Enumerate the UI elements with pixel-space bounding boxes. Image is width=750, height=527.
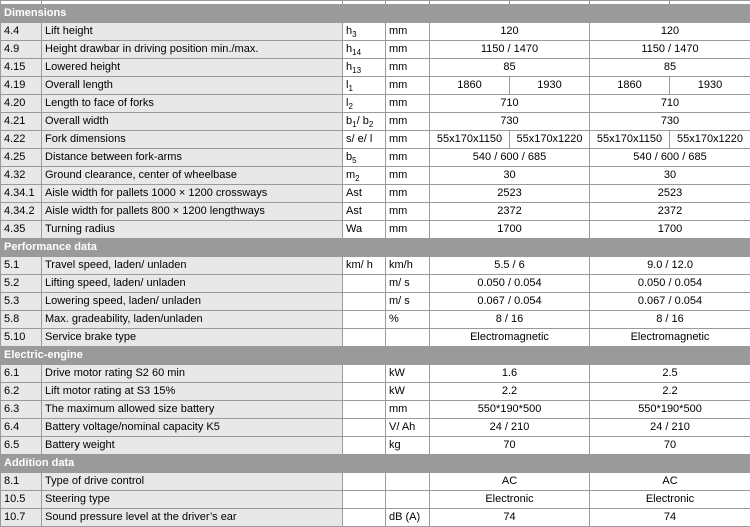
table-row (1, 113, 750, 131)
value-model-1: 70 (430, 437, 590, 455)
value-model-1: 540 / 600 / 685 (430, 149, 590, 167)
row-label: Drive motor rating S2 60 min (42, 365, 343, 383)
row-unit: mm (386, 113, 430, 131)
row-symbol (343, 23, 386, 41)
value-model-2: 8 / 16 (590, 311, 750, 329)
value-model-1: 2523 (430, 185, 590, 203)
section-header-dimensions (1, 5, 750, 23)
table-row (1, 509, 750, 527)
table-row (1, 365, 750, 383)
value-model-2: 710 (590, 95, 750, 113)
row-symbol (343, 365, 386, 383)
symbol-text: / b (356, 115, 369, 127)
row-symbol (343, 473, 386, 491)
row-unit: m/ s (386, 275, 430, 293)
value-model-1-b: 1930 (510, 77, 590, 95)
table-row (1, 401, 750, 419)
row-number: 6.1 (1, 365, 42, 383)
symbol-text: h (346, 61, 353, 73)
value-model-1: 0.050 / 0.054 (430, 275, 590, 293)
symbol-subscript: 3 (352, 30, 357, 40)
row-unit: mm (386, 401, 430, 419)
row-symbol (343, 509, 386, 527)
row-symbol: km/ h (343, 257, 386, 275)
row-label: Ground clearance, center of wheelbase (42, 167, 343, 185)
table-row (1, 491, 750, 509)
table-row (1, 473, 750, 491)
row-symbol (343, 167, 386, 185)
value-model-1: 24 / 210 (430, 419, 590, 437)
row-symbol (343, 59, 386, 77)
row-number: 5.2 (1, 275, 42, 293)
row-unit: mm (386, 221, 430, 239)
table-row (1, 23, 750, 41)
symbol-text: b (346, 151, 353, 163)
row-label: Battery weight (42, 437, 343, 455)
row-symbol (343, 77, 386, 95)
value-model-2: 2.2 (590, 383, 750, 401)
value-model-2: 550*190*500 (590, 401, 750, 419)
table-row (1, 203, 750, 221)
value-model-1: 2.2 (430, 383, 590, 401)
table-row (1, 59, 750, 77)
row-number: 10.5 (1, 491, 42, 509)
value-model-1: 2372 (430, 203, 590, 221)
value-model-1: 1150 / 1470 (430, 41, 590, 59)
value-model-2: 24 / 210 (590, 419, 750, 437)
row-label: Type of drive control (42, 473, 343, 491)
value-model-1: Electromagnetic (430, 329, 590, 347)
value-model-1-a: 55x170x1150 (430, 131, 510, 149)
value-model-1: 85 (430, 59, 590, 77)
row-number: 5.10 (1, 329, 42, 347)
value-model-2: Electromagnetic (590, 329, 750, 347)
row-unit: kW (386, 365, 430, 383)
table-row (1, 77, 750, 95)
value-model-1: 550*190*500 (430, 401, 590, 419)
row-symbol (343, 401, 386, 419)
row-symbol: Wa (343, 221, 386, 239)
symbol-subscript: 13 (352, 66, 362, 76)
row-unit: mm (386, 23, 430, 41)
value-model-1: 1.6 (430, 365, 590, 383)
row-symbol (343, 491, 386, 509)
row-number: 4.32 (1, 167, 42, 185)
value-model-1: 1700 (430, 221, 590, 239)
row-number: 6.5 (1, 437, 42, 455)
symbol-text: m (346, 169, 356, 181)
table-row (1, 383, 750, 401)
table-row (1, 293, 750, 311)
row-unit: dB (A) (386, 509, 430, 527)
row-number: 5.1 (1, 257, 42, 275)
table-row (1, 95, 750, 113)
symbol-subscript: 2 (368, 120, 374, 130)
table-row (1, 149, 750, 167)
row-number: 4.21 (1, 113, 42, 131)
row-label: The maximum allowed size battery (42, 401, 343, 419)
value-model-2: 70 (590, 437, 750, 455)
value-model-1-a: 1860 (430, 77, 510, 95)
row-number: 4.25 (1, 149, 42, 167)
value-model-2-b: 1930 (670, 77, 750, 95)
row-number: 4.35 (1, 221, 42, 239)
value-model-1: Electronic (430, 491, 590, 509)
value-model-2: 0.050 / 0.054 (590, 275, 750, 293)
row-unit: V/ Ah (386, 419, 430, 437)
row-unit: mm (386, 203, 430, 221)
row-number: 4.34.1 (1, 185, 42, 203)
value-model-1: 5.5 / 6 (430, 257, 590, 275)
value-model-1: 730 (430, 113, 590, 131)
row-label: Service brake type (42, 329, 343, 347)
row-unit: m/ s (386, 293, 430, 311)
row-label: Battery voltage/nominal capacity K5 (42, 419, 343, 437)
row-unit: mm (386, 59, 430, 77)
value-model-2: 2523 (590, 185, 750, 203)
table-row (1, 275, 750, 293)
row-unit: % (386, 311, 430, 329)
section-header-addition-data (1, 455, 750, 473)
value-model-2: Electronic (590, 491, 750, 509)
row-unit: kg (386, 437, 430, 455)
row-number: 5.3 (1, 293, 42, 311)
row-unit: mm (386, 185, 430, 203)
row-symbol (343, 113, 386, 131)
value-model-2: 30 (590, 167, 750, 185)
row-number: 4.20 (1, 95, 42, 113)
row-number: 4.9 (1, 41, 42, 59)
row-symbol (343, 149, 386, 167)
row-number: 4.22 (1, 131, 42, 149)
row-symbol (343, 275, 386, 293)
value-model-2: 730 (590, 113, 750, 131)
symbol-text: b (346, 115, 353, 127)
value-model-2: 74 (590, 509, 750, 527)
row-label: Lift height (42, 23, 343, 41)
row-symbol (343, 437, 386, 455)
table-row (1, 437, 750, 455)
table-row (1, 185, 750, 203)
row-unit: mm (386, 167, 430, 185)
row-unit: kW (386, 383, 430, 401)
value-model-2: 9.0 / 12.0 (590, 257, 750, 275)
value-model-2: 85 (590, 59, 750, 77)
value-model-1: 74 (430, 509, 590, 527)
symbol-text: h (346, 25, 353, 37)
row-label: Aisle width for pallets 800 × 1200 lengthways (42, 203, 343, 221)
row-number: 8.1 (1, 473, 42, 491)
value-model-1: 0.067 / 0.054 (430, 293, 590, 311)
value-model-2: 540 / 600 / 685 (590, 149, 750, 167)
table-row (1, 41, 750, 59)
table-row (1, 131, 750, 149)
row-label: Overall width (42, 113, 343, 131)
row-label: Distance between fork-arms (42, 149, 343, 167)
row-symbol (343, 383, 386, 401)
row-label: Length to face of forks (42, 95, 343, 113)
symbol-text: l (346, 79, 349, 91)
section-title: Addition data (1, 455, 750, 473)
row-symbol (343, 95, 386, 113)
value-model-1: 120 (430, 23, 590, 41)
row-label: Sound pressure level at the driver’s ear (42, 509, 343, 527)
value-model-2: 2.5 (590, 365, 750, 383)
value-model-1: 8 / 16 (430, 311, 590, 329)
row-symbol: Ast (343, 203, 386, 221)
row-number: 6.3 (1, 401, 42, 419)
row-number: 4.15 (1, 59, 42, 77)
row-label: Lifting speed, laden/ unladen (42, 275, 343, 293)
row-unit: mm (386, 149, 430, 167)
row-unit: mm (386, 41, 430, 59)
row-unit: mm (386, 77, 430, 95)
symbol-subscript: 2 (355, 174, 360, 184)
value-model-2: AC (590, 473, 750, 491)
row-symbol (343, 41, 386, 59)
table-row (1, 257, 750, 275)
row-unit (386, 491, 430, 509)
section-title: Electric-engine (1, 347, 750, 365)
value-model-2: 120 (590, 23, 750, 41)
row-number: 4.4 (1, 23, 42, 41)
row-label: Turning radius (42, 221, 343, 239)
row-label: Lowered height (42, 59, 343, 77)
row-number: 5.8 (1, 311, 42, 329)
section-header-electric-engine (1, 347, 750, 365)
table-row (1, 329, 750, 347)
row-label: Fork dimensions (42, 131, 343, 149)
row-label: Overall length (42, 77, 343, 95)
symbol-subscript: 1 (348, 84, 353, 94)
symbol-subscript: 1 (352, 120, 357, 130)
symbol-text: l (346, 97, 349, 109)
table-row (1, 419, 750, 437)
row-number: 4.34.2 (1, 203, 42, 221)
row-label: Travel speed, laden/ unladen (42, 257, 343, 275)
symbol-subscript: 14 (352, 48, 362, 58)
symbol-subscript: 5 (352, 156, 357, 166)
value-model-2: 0.067 / 0.054 (590, 293, 750, 311)
row-label: Aisle width for pallets 1000 × 1200 crossways (42, 185, 343, 203)
section-header-performance (1, 239, 750, 257)
row-number: 6.4 (1, 419, 42, 437)
value-model-1: 30 (430, 167, 590, 185)
value-model-1: 710 (430, 95, 590, 113)
row-symbol: Ast (343, 185, 386, 203)
value-model-2-a: 1860 (590, 77, 670, 95)
value-model-2-b: 55x170x1220 (670, 131, 750, 149)
table-row (1, 311, 750, 329)
row-label: Max. gradeability, laden/unladen (42, 311, 343, 329)
table-row (1, 221, 750, 239)
value-model-1-b: 55x170x1220 (510, 131, 590, 149)
row-symbol (343, 293, 386, 311)
section-title: Dimensions (1, 5, 750, 23)
row-label: Steering type (42, 491, 343, 509)
value-model-2-a: 55x170x1150 (590, 131, 670, 149)
row-symbol: s/ e/ l (343, 131, 386, 149)
row-symbol (343, 419, 386, 437)
row-unit (386, 329, 430, 347)
row-number: 6.2 (1, 383, 42, 401)
row-unit: km/h (386, 257, 430, 275)
row-unit: mm (386, 131, 430, 149)
row-unit: mm (386, 95, 430, 113)
value-model-2: 2372 (590, 203, 750, 221)
row-number: 10.7 (1, 509, 42, 527)
row-unit (386, 473, 430, 491)
section-title: Performance data (1, 239, 750, 257)
table-row (1, 167, 750, 185)
row-label: Lowering speed, laden/ unladen (42, 293, 343, 311)
row-symbol (343, 329, 386, 347)
value-model-2: 1700 (590, 221, 750, 239)
symbol-text: h (346, 43, 353, 55)
value-model-2: 1150 / 1470 (590, 41, 750, 59)
row-label: Lift motor rating at S3 15% (42, 383, 343, 401)
symbol-subscript: 2 (348, 102, 353, 112)
row-label: Height drawbar in driving position min./max. (42, 41, 343, 59)
row-number: 4.19 (1, 77, 42, 95)
row-symbol (343, 311, 386, 329)
value-model-1: AC (430, 473, 590, 491)
